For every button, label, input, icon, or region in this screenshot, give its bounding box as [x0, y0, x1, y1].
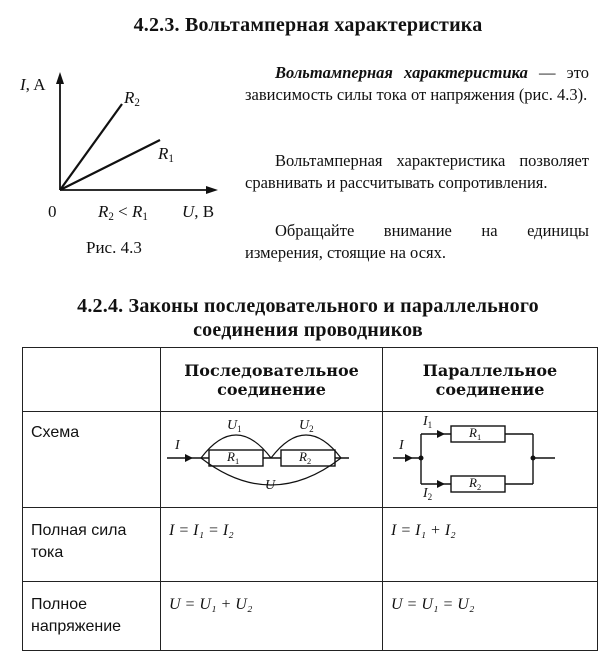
label-i: I — [175, 438, 180, 453]
section-title-vac: 4.2.3. Вольтамперная характеристика — [133, 14, 483, 36]
header-series-line2: соединение — [217, 379, 326, 399]
y-axis-label: I, A — [20, 75, 46, 94]
header-series-line1: Последовательное — [184, 360, 359, 380]
row-label-current-line1: Полная сила — [31, 522, 127, 539]
paragraph-units: Обращайте внимание на единицы измерения, стоящие на осях. — [245, 221, 589, 262]
current-arrow-icon — [405, 454, 413, 462]
series-voltage-formula: U = U₁ + U₂ — [161, 582, 383, 651]
r2-label: $R_2$ — [124, 88, 140, 109]
table-row-scheme — [23, 412, 598, 508]
row-label-voltage — [23, 582, 161, 651]
series-current-formula: I = I₁ = I₂ — [161, 508, 383, 582]
branch-arrow-icon — [437, 430, 445, 438]
series-circuit-cell — [161, 412, 383, 508]
table-header-row — [23, 348, 598, 412]
parallel-circuit-diagram — [383, 412, 597, 506]
line-r2 — [60, 104, 122, 190]
definition-paragraph: Вольтамперная характеристика — это зависимость силы тока от напряжения (рис. 4.3). — [245, 63, 590, 104]
row-label-current-line2: тока — [31, 544, 64, 561]
parallel-current-formula: I = I₁ + I₂ — [383, 508, 598, 582]
parallel-voltage-formula: U = U₁ = U₂ — [383, 582, 598, 651]
x-axis-arrow — [206, 186, 218, 194]
figure-caption: Рис. 4.3 — [86, 238, 142, 257]
label-i2: $I_2$ — [423, 486, 433, 502]
header-parallel: Параллельное соединение — [383, 348, 598, 412]
label-r1: $R_1$ — [227, 449, 240, 466]
row-label-voltage-line2: напряжение — [31, 618, 122, 635]
label-r1-parallel: $R_1$ — [469, 425, 482, 442]
r1-label: $R_1$ — [158, 144, 174, 165]
label-r2: $R_2$ — [299, 449, 312, 466]
label-i1: $I_1$ — [423, 414, 433, 430]
origin-label: 0 — [48, 202, 57, 221]
table-row-current — [23, 508, 598, 582]
label-u2: $U_2$ — [299, 418, 314, 434]
label-u1: $U_1$ — [227, 418, 242, 434]
section-title-laws — [0, 294, 616, 342]
header-empty-cell — [23, 348, 161, 412]
current-arrow-icon — [185, 454, 193, 462]
row-label-voltage-line1: Полное — [31, 596, 88, 613]
label-i-parallel: I — [399, 438, 404, 453]
label-r2-parallel: $R_2$ — [469, 475, 482, 492]
paragraph-compare: Вольтамперная характеристика позволяет сравнивать и рассчитывать сопротивления. — [245, 151, 589, 192]
line-r1 — [60, 140, 160, 190]
branch-arrow-icon — [437, 480, 445, 488]
relation-label: $R_2 < R_1$ — [98, 202, 148, 223]
section-title-laws-line1: 4.2.4. Законы последовательного и параллельного — [77, 295, 539, 317]
label-u: U — [265, 478, 276, 493]
table-row-voltage — [23, 582, 598, 651]
comparison-table — [22, 347, 598, 651]
parallel-circuit-cell — [383, 412, 598, 508]
x-axis-label: U, B — [182, 202, 215, 221]
row-label-scheme: Схема — [23, 412, 161, 508]
section-title-laws-line2: соединения проводников — [193, 319, 423, 341]
header-series — [161, 348, 383, 412]
y-axis-arrow — [56, 72, 64, 84]
row-label-current — [23, 508, 161, 582]
